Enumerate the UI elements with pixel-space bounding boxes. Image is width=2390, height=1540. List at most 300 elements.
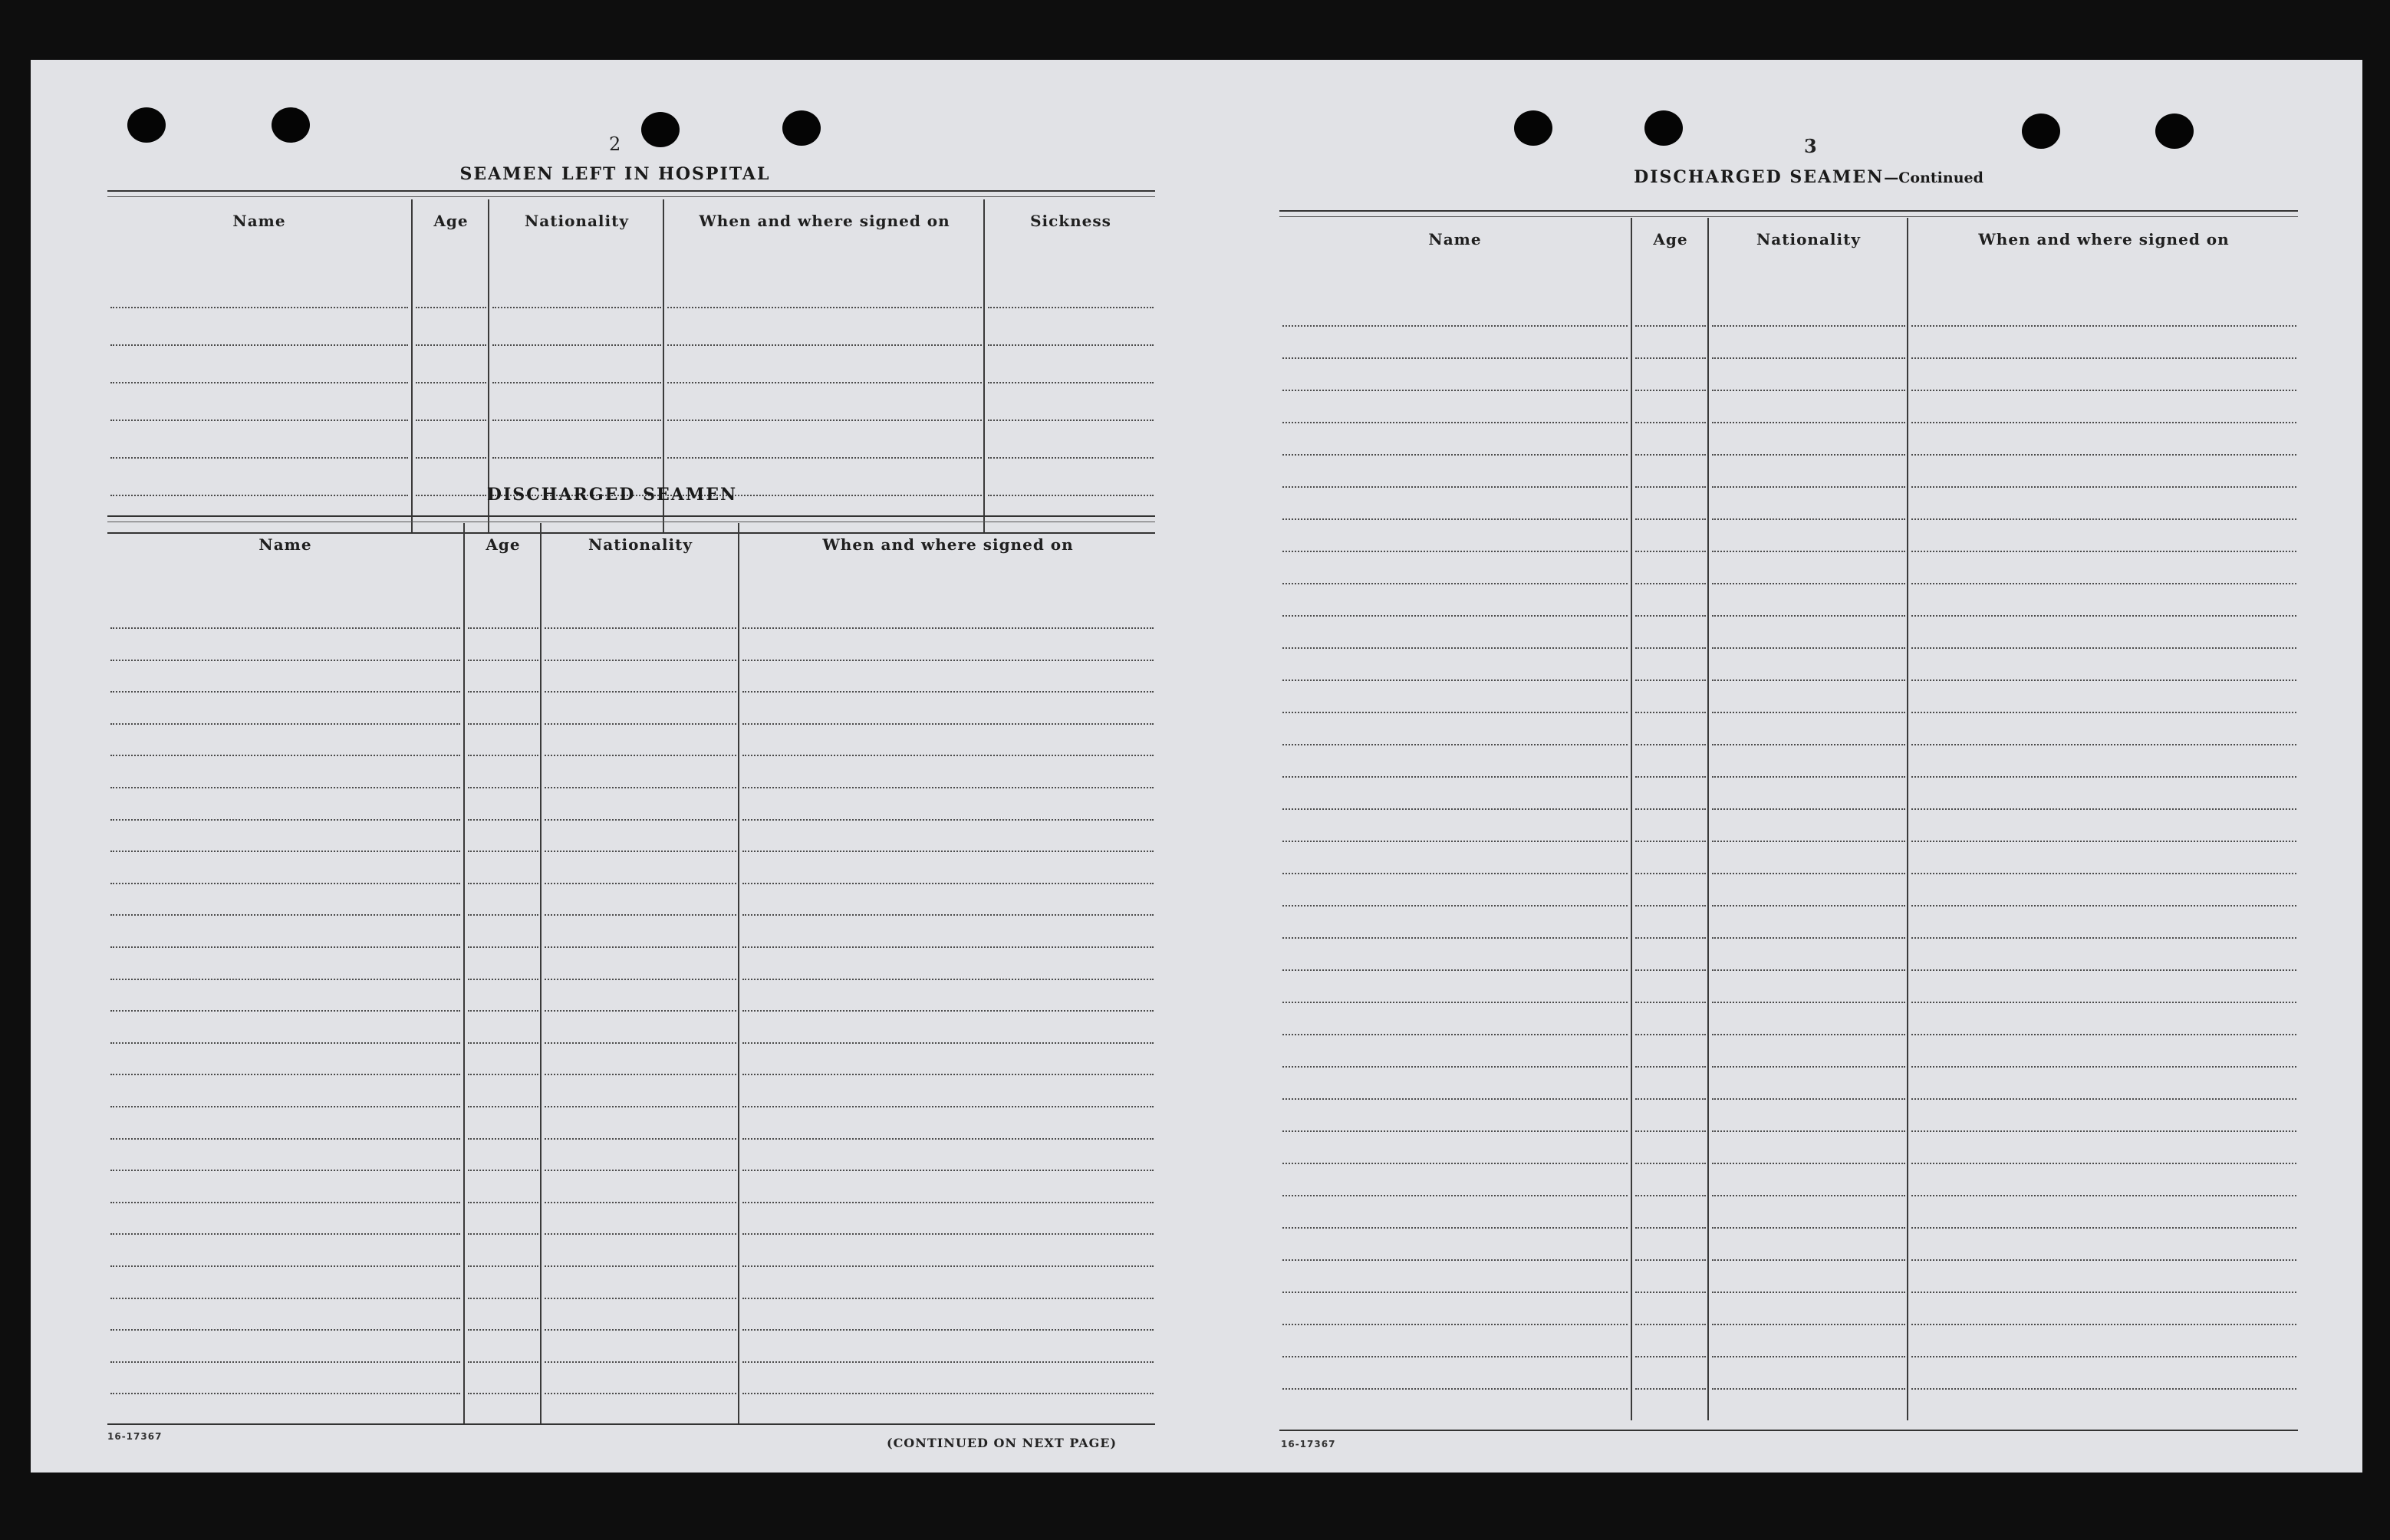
entry-line[interactable]	[1712, 841, 1905, 842]
entry-line[interactable]	[1911, 551, 2296, 552]
entry-line[interactable]	[742, 1361, 1154, 1363]
entry-line[interactable]	[110, 691, 460, 693]
entry-line[interactable]	[1282, 1002, 1628, 1003]
entry-line[interactable]	[545, 1170, 736, 1171]
entry-line[interactable]	[742, 1265, 1154, 1267]
entry-line[interactable]	[1911, 1227, 2296, 1229]
entry-line[interactable]	[742, 883, 1154, 884]
entry-line[interactable]	[1635, 1292, 1706, 1293]
entry-line[interactable]	[1282, 1130, 1628, 1132]
entry-line[interactable]	[667, 382, 982, 383]
entry-line[interactable]	[1712, 647, 1905, 649]
entry-line[interactable]	[1911, 647, 2296, 649]
column-header: When and where signed on	[822, 535, 1074, 554]
entry-line[interactable]	[1712, 1163, 1905, 1164]
entry-line[interactable]	[110, 851, 460, 852]
entry-line[interactable]	[110, 420, 408, 421]
entry-line[interactable]	[988, 457, 1154, 459]
entry-line[interactable]	[110, 382, 408, 383]
entry-line[interactable]	[545, 819, 736, 821]
entry-line[interactable]	[468, 660, 538, 661]
entry-line[interactable]	[742, 1298, 1154, 1299]
entry-line[interactable]	[110, 819, 460, 821]
entry-line[interactable]	[468, 1106, 538, 1107]
entry-line[interactable]	[1282, 1227, 1628, 1229]
entry-line[interactable]	[1635, 357, 1706, 359]
entry-line[interactable]	[1282, 518, 1628, 520]
entry-line[interactable]	[545, 1138, 736, 1140]
entry-line[interactable]	[1712, 1356, 1905, 1357]
entry-line[interactable]	[1712, 1227, 1905, 1229]
entry-line[interactable]	[1282, 325, 1628, 327]
entry-line[interactable]	[1635, 1066, 1706, 1068]
entry-line[interactable]	[1635, 776, 1706, 778]
entry-line[interactable]	[468, 691, 538, 693]
entry-line[interactable]	[1635, 647, 1706, 649]
column-sickness	[983, 199, 1157, 532]
entry-line[interactable]	[110, 1074, 460, 1075]
column-header: When and where signed on	[1978, 230, 2230, 248]
entry-line[interactable]	[1282, 647, 1628, 649]
entry-line[interactable]	[988, 307, 1154, 308]
entry-line[interactable]	[667, 420, 982, 421]
entry-line[interactable]	[110, 1361, 460, 1363]
entry-line[interactable]	[1635, 744, 1706, 745]
entry-line[interactable]	[110, 755, 460, 756]
entry-line[interactable]	[742, 1138, 1154, 1140]
entry-line[interactable]	[468, 946, 538, 948]
entry-line[interactable]	[545, 851, 736, 852]
entry-line[interactable]	[1635, 615, 1706, 617]
entry-line[interactable]	[742, 660, 1154, 661]
entry-line[interactable]	[1635, 325, 1706, 327]
entry-line[interactable]	[1911, 1292, 2296, 1293]
entry-line[interactable]	[468, 1010, 538, 1012]
entry-line[interactable]	[1911, 615, 2296, 617]
entry-line[interactable]	[1712, 1388, 1905, 1390]
entry-line[interactable]	[1712, 325, 1905, 327]
entry-line[interactable]	[110, 1138, 460, 1140]
entry-line[interactable]	[468, 627, 538, 629]
entry-line[interactable]	[1282, 1292, 1628, 1293]
entry-line[interactable]	[110, 1042, 460, 1044]
entry-line[interactable]	[988, 344, 1154, 346]
entry-line[interactable]	[110, 787, 460, 788]
entry-line[interactable]	[1712, 1002, 1905, 1003]
entry-line[interactable]	[1635, 518, 1706, 520]
entry-line[interactable]	[110, 1233, 460, 1235]
left-page	[31, 60, 1212, 1473]
entry-line[interactable]	[468, 1361, 538, 1363]
entry-line[interactable]	[1635, 390, 1706, 391]
entry-line[interactable]	[545, 1074, 736, 1075]
entry-line[interactable]	[742, 1106, 1154, 1107]
entry-line[interactable]	[1712, 1195, 1905, 1196]
column-header: Age	[1653, 230, 1688, 248]
top-rule	[107, 196, 1155, 197]
entry-line[interactable]	[468, 787, 538, 788]
entry-line[interactable]	[545, 1202, 736, 1203]
entry-line[interactable]	[988, 495, 1154, 496]
entry-line[interactable]	[1635, 1324, 1706, 1325]
entry-line[interactable]	[468, 1393, 538, 1394]
entry-line[interactable]	[1911, 1098, 2296, 1100]
entry-line[interactable]	[545, 1042, 736, 1044]
entry-line[interactable]	[1712, 712, 1905, 713]
top-rule	[1279, 216, 2298, 217]
entry-line[interactable]	[110, 914, 460, 916]
entry-line[interactable]	[1712, 905, 1905, 907]
entry-line[interactable]	[1282, 454, 1628, 456]
entry-line[interactable]	[1282, 551, 1628, 552]
column-header: Nationality	[525, 212, 629, 230]
entry-line[interactable]	[1712, 454, 1905, 456]
entry-line[interactable]	[1712, 873, 1905, 874]
entry-line[interactable]	[1635, 969, 1706, 971]
entry-line[interactable]	[1712, 486, 1905, 488]
entry-line[interactable]	[742, 946, 1154, 948]
entry-line[interactable]	[1911, 1324, 2296, 1325]
section-title-text: DISCHARGED SEAMEN	[1634, 167, 1885, 187]
entry-line[interactable]	[742, 914, 1154, 916]
discharged-table	[107, 523, 1155, 1425]
entry-line[interactable]	[1911, 1259, 2296, 1261]
entry-line[interactable]	[742, 1329, 1154, 1331]
entry-line[interactable]	[545, 1298, 736, 1299]
entry-line[interactable]	[1712, 937, 1905, 939]
entry-line[interactable]	[545, 946, 736, 948]
entry-line[interactable]	[1635, 1195, 1706, 1196]
entry-line[interactable]	[1635, 583, 1706, 584]
entry-line[interactable]	[1635, 422, 1706, 423]
entry-line[interactable]	[1282, 873, 1628, 874]
hospital-table	[107, 199, 1155, 532]
column-header: When and where signed on	[699, 212, 950, 230]
entry-line[interactable]	[110, 946, 460, 948]
entry-line[interactable]	[1282, 1066, 1628, 1068]
entry-line[interactable]	[468, 1298, 538, 1299]
entry-line[interactable]	[1635, 454, 1706, 456]
entry-line[interactable]	[110, 723, 460, 725]
entry-line[interactable]	[742, 755, 1154, 756]
entry-line[interactable]	[110, 1329, 460, 1331]
column-when-and-where-signed-on	[1907, 218, 2299, 1420]
entry-line[interactable]	[1635, 551, 1706, 552]
entry-line[interactable]	[1712, 776, 1905, 778]
entry-line[interactable]	[742, 691, 1154, 693]
column-nationality	[540, 523, 739, 1425]
entry-line[interactable]	[468, 883, 538, 884]
entry-line[interactable]	[1635, 1002, 1706, 1003]
entry-line[interactable]	[110, 1298, 460, 1299]
entry-line[interactable]	[110, 307, 408, 308]
entry-line[interactable]	[416, 307, 486, 308]
entry-line[interactable]	[1282, 1356, 1628, 1357]
entry-line[interactable]	[545, 1393, 736, 1394]
entry-line[interactable]	[1635, 841, 1706, 842]
entry-line[interactable]	[1911, 390, 2296, 391]
entry-line[interactable]	[110, 1106, 460, 1107]
column-header: Name	[232, 212, 286, 230]
entry-line[interactable]	[742, 1202, 1154, 1203]
entry-line[interactable]	[468, 723, 538, 725]
entry-line[interactable]	[468, 1042, 538, 1044]
entry-line[interactable]	[1282, 1259, 1628, 1261]
entry-line[interactable]	[1635, 712, 1706, 713]
entry-line[interactable]	[742, 1170, 1154, 1171]
entry-line[interactable]	[110, 883, 460, 884]
entry-line[interactable]	[1712, 680, 1905, 681]
entry-line[interactable]	[1282, 808, 1628, 810]
entry-line[interactable]	[1282, 776, 1628, 778]
entry-line[interactable]	[1282, 1195, 1628, 1196]
column-when-and-where-signed-on	[663, 199, 985, 532]
entry-line[interactable]	[1911, 776, 2296, 778]
discharged-section-title: DISCHARGED SEAMEN	[486, 485, 738, 505]
top-rule	[107, 515, 1155, 517]
top-rule	[1279, 210, 2298, 212]
entry-line[interactable]	[1282, 841, 1628, 842]
entry-line[interactable]	[1712, 615, 1905, 617]
entry-line[interactable]	[468, 755, 538, 756]
entry-line[interactable]	[545, 914, 736, 916]
entry-line[interactable]	[1282, 486, 1628, 488]
entry-line[interactable]	[1911, 712, 2296, 713]
entry-line[interactable]	[468, 1329, 538, 1331]
entry-line[interactable]	[545, 660, 736, 661]
entry-line[interactable]	[742, 1233, 1154, 1235]
page-number: 2	[609, 133, 621, 155]
entry-line[interactable]	[468, 1233, 538, 1235]
entry-line[interactable]	[468, 914, 538, 916]
entry-line[interactable]	[1635, 1227, 1706, 1229]
entry-line[interactable]	[545, 1106, 736, 1107]
entry-line[interactable]	[1911, 422, 2296, 423]
entry-line[interactable]	[1712, 518, 1905, 520]
entry-line[interactable]	[1911, 357, 2296, 359]
entry-line[interactable]	[545, 1265, 736, 1267]
entry-line[interactable]	[1911, 873, 2296, 874]
entry-line[interactable]	[742, 851, 1154, 852]
entry-line[interactable]	[1911, 808, 2296, 810]
entry-line[interactable]	[1712, 390, 1905, 391]
entry-line[interactable]	[416, 457, 486, 459]
entry-line[interactable]	[1635, 905, 1706, 907]
entry-line[interactable]	[110, 495, 408, 496]
entry-line[interactable]	[1712, 969, 1905, 971]
entry-line[interactable]	[1282, 357, 1628, 359]
entry-line[interactable]	[1712, 1066, 1905, 1068]
entry-line[interactable]	[492, 307, 661, 308]
column-nationality	[488, 199, 664, 532]
entry-line[interactable]	[110, 979, 460, 980]
entry-line[interactable]	[1712, 551, 1905, 552]
entry-line[interactable]	[468, 979, 538, 980]
entry-line[interactable]	[1635, 1034, 1706, 1035]
entry-line[interactable]	[1911, 1066, 2296, 1068]
column-when-and-where-signed-on	[738, 523, 1157, 1425]
entry-line[interactable]	[742, 1010, 1154, 1012]
form-code: 16-17367	[107, 1431, 163, 1442]
entry-line[interactable]	[1911, 969, 2296, 971]
entry-line[interactable]	[742, 627, 1154, 629]
entry-line[interactable]	[545, 723, 736, 725]
entry-line[interactable]	[468, 819, 538, 821]
entry-line[interactable]	[1712, 1324, 1905, 1325]
entry-line[interactable]	[416, 344, 486, 346]
entry-line[interactable]	[1712, 1292, 1905, 1293]
column-header: Name	[1428, 230, 1482, 248]
entry-line[interactable]	[1911, 1388, 2296, 1390]
entry-line[interactable]	[1911, 486, 2296, 488]
entry-line[interactable]	[416, 420, 486, 421]
entry-line[interactable]	[545, 755, 736, 756]
entry-line[interactable]	[1635, 873, 1706, 874]
entry-line[interactable]	[1911, 583, 2296, 584]
entry-line[interactable]	[1911, 744, 2296, 745]
entry-line[interactable]	[742, 787, 1154, 788]
column-name	[107, 523, 463, 1425]
entry-line[interactable]	[1911, 325, 2296, 327]
entry-line[interactable]	[110, 1393, 460, 1394]
entry-line[interactable]	[1635, 486, 1706, 488]
entry-line[interactable]	[742, 1393, 1154, 1394]
entry-line[interactable]	[742, 1074, 1154, 1075]
entry-line[interactable]	[492, 344, 661, 346]
entry-line[interactable]	[110, 344, 408, 346]
right-page	[1212, 60, 2362, 1473]
entry-line[interactable]	[1282, 1098, 1628, 1100]
entry-line[interactable]	[468, 1170, 538, 1171]
entry-line[interactable]	[1911, 937, 2296, 939]
entry-line[interactable]	[1712, 357, 1905, 359]
entry-line[interactable]	[742, 1042, 1154, 1044]
column-age	[1631, 218, 1709, 1420]
column-header: Age	[486, 535, 521, 554]
entry-line[interactable]	[1911, 1356, 2296, 1357]
entry-line[interactable]	[1635, 1259, 1706, 1261]
entry-line[interactable]	[545, 627, 736, 629]
entry-line[interactable]	[416, 495, 486, 496]
entry-line[interactable]	[1282, 1324, 1628, 1325]
entry-line[interactable]	[1282, 583, 1628, 584]
entry-line[interactable]	[545, 1329, 736, 1331]
entry-line[interactable]	[492, 420, 661, 421]
entry-line[interactable]	[1635, 1356, 1706, 1357]
entry-line[interactable]	[1712, 1034, 1905, 1035]
entry-line[interactable]	[110, 457, 408, 459]
entry-line[interactable]	[545, 979, 736, 980]
entry-line[interactable]	[1282, 744, 1628, 745]
entry-line[interactable]	[667, 344, 982, 346]
entry-line[interactable]	[416, 382, 486, 383]
entry-line[interactable]	[1282, 390, 1628, 391]
entry-line[interactable]	[1712, 1130, 1905, 1132]
entry-line[interactable]	[492, 382, 661, 383]
entry-line[interactable]	[1911, 1163, 2296, 1164]
entry-line[interactable]	[545, 787, 736, 788]
hospital-section-title: SEAMEN LEFT IN HOSPITAL	[459, 164, 771, 184]
entry-line[interactable]	[1635, 680, 1706, 681]
entry-line[interactable]	[1911, 454, 2296, 456]
entry-line[interactable]	[1712, 808, 1905, 810]
entry-line[interactable]	[468, 1265, 538, 1267]
entry-line[interactable]	[545, 1233, 736, 1235]
entry-line[interactable]	[1282, 937, 1628, 939]
entry-line[interactable]	[110, 1010, 460, 1012]
entry-line[interactable]	[1712, 1098, 1905, 1100]
entry-line[interactable]	[545, 691, 736, 693]
entry-line[interactable]	[1282, 615, 1628, 617]
entry-line[interactable]	[988, 382, 1154, 383]
bottom-rule	[107, 1423, 1155, 1425]
entry-line[interactable]	[1911, 841, 2296, 842]
column-name	[107, 199, 411, 532]
entry-line[interactable]	[742, 723, 1154, 725]
entry-line[interactable]	[1911, 1002, 2296, 1003]
entry-line[interactable]	[110, 1170, 460, 1171]
entry-line[interactable]	[1635, 937, 1706, 939]
entry-line[interactable]	[1635, 808, 1706, 810]
entry-line[interactable]	[742, 819, 1154, 821]
entry-line[interactable]	[1282, 422, 1628, 423]
entry-line[interactable]	[468, 851, 538, 852]
entry-line[interactable]	[1635, 1130, 1706, 1132]
entry-line[interactable]	[1911, 905, 2296, 907]
entry-line[interactable]	[1911, 1130, 2296, 1132]
entry-line[interactable]	[1911, 1195, 2296, 1196]
entry-line[interactable]	[1712, 583, 1905, 584]
entry-line[interactable]	[1282, 1163, 1628, 1164]
section-title-suffix: —Continued	[1884, 169, 1983, 186]
entry-line[interactable]	[742, 979, 1154, 980]
entry-line[interactable]	[1282, 969, 1628, 971]
entry-line[interactable]	[1635, 1163, 1706, 1164]
bottom-rule	[1279, 1430, 2298, 1431]
entry-line[interactable]	[468, 1074, 538, 1075]
entry-line[interactable]	[1635, 1098, 1706, 1100]
entry-line[interactable]	[1911, 518, 2296, 520]
entry-line[interactable]	[545, 883, 736, 884]
entry-line[interactable]	[492, 457, 661, 459]
entry-line[interactable]	[1911, 1034, 2296, 1035]
entry-line[interactable]	[110, 1265, 460, 1267]
entry-line[interactable]	[1911, 680, 2296, 681]
entry-line[interactable]	[1282, 1388, 1628, 1390]
entry-line[interactable]	[1282, 905, 1628, 907]
entry-line[interactable]	[1282, 1034, 1628, 1035]
discharged-continued-title	[1634, 167, 1983, 187]
continued-note: (CONTINUED ON NEXT PAGE)	[887, 1436, 1118, 1450]
entry-line[interactable]	[468, 1202, 538, 1203]
entry-line[interactable]	[1635, 1388, 1706, 1390]
entry-line[interactable]	[1712, 1259, 1905, 1261]
entry-line[interactable]	[468, 1138, 538, 1140]
discharged-continued-table	[1279, 218, 2298, 1420]
entry-line[interactable]	[545, 1361, 736, 1363]
entry-line[interactable]	[110, 1202, 460, 1203]
entry-line[interactable]	[988, 420, 1154, 421]
entry-line[interactable]	[1282, 712, 1628, 713]
entry-line[interactable]	[1712, 422, 1905, 423]
entry-line[interactable]	[667, 307, 982, 308]
entry-line[interactable]	[110, 660, 460, 661]
entry-line[interactable]	[110, 627, 460, 629]
entry-line[interactable]	[1712, 744, 1905, 745]
entry-line[interactable]	[1282, 680, 1628, 681]
entry-line[interactable]	[545, 1010, 736, 1012]
entry-line[interactable]	[667, 457, 982, 459]
